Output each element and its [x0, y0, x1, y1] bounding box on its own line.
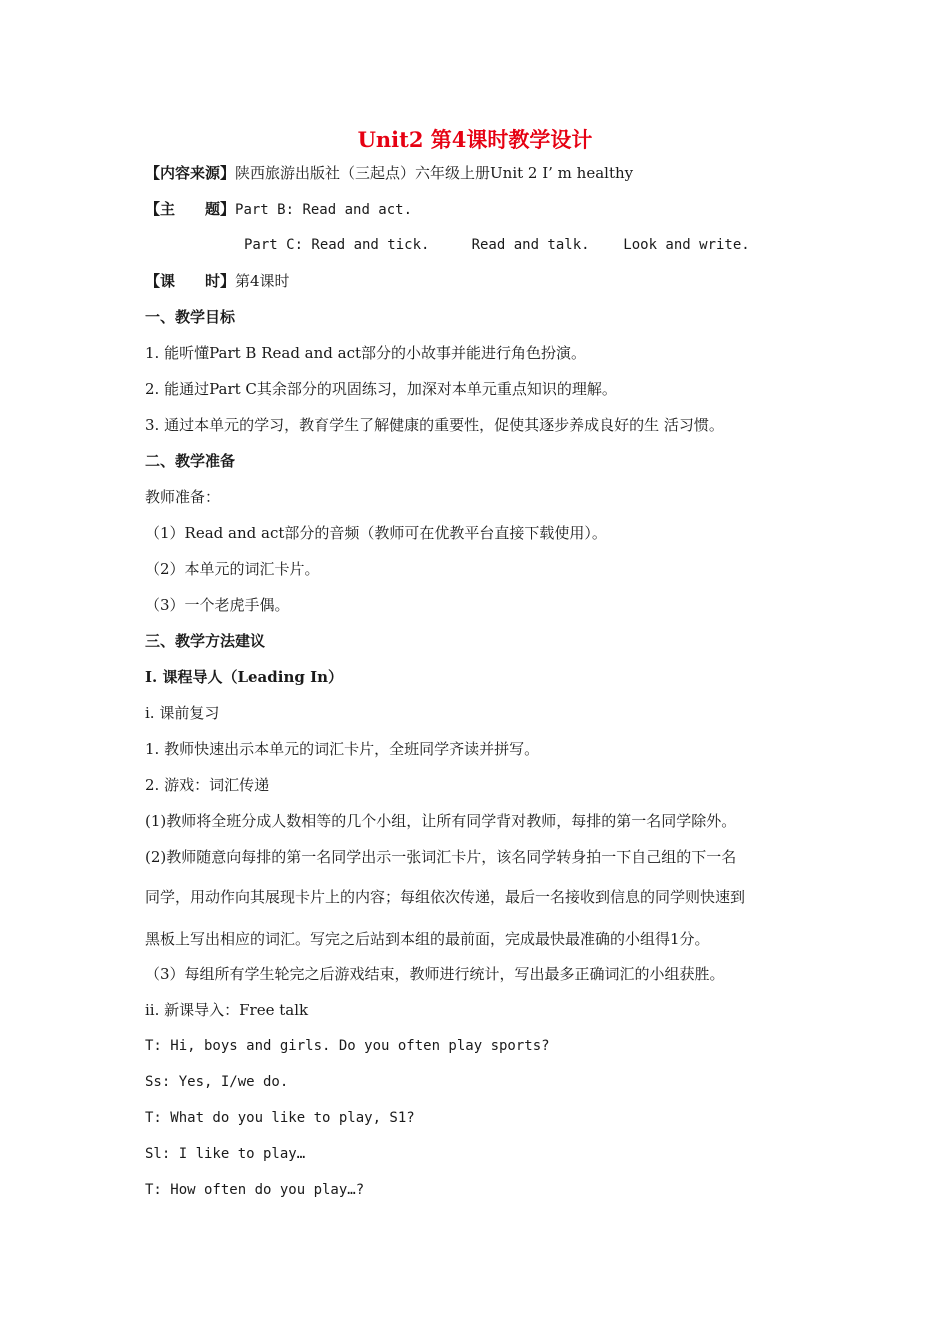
- prep-item: （3）一个老虎手偶。: [145, 596, 290, 614]
- dialogue-line: T: How often do you play…?: [145, 1182, 365, 1198]
- dialogue-line: Sl: I like to play…: [145, 1146, 306, 1162]
- section-heading-goals: 一、教学目标: [145, 308, 236, 326]
- topic-line: [145, 199, 412, 220]
- game-line: 同学，用动作向其展现卡片上的内容；每组依次传递，最后一名接收到信息的同学则快速到: [145, 888, 746, 906]
- source-line: [145, 163, 633, 183]
- goal-item: 3. 通过本单元的学习，教育学生了解健康的重要性，促使其逐步养成良好的生 活习惯。: [145, 416, 724, 434]
- game-line: (2)教师随意向每排的第一名同学出示一张词汇卡片，该名同学转身拍一下自己组的下一名: [145, 848, 737, 866]
- game-line: （3）每组所有学生轮完之后游戏结束，教师进行统计，写出最多正确词汇的小组获胜。: [145, 965, 725, 983]
- period-value: 第4课时: [235, 272, 290, 290]
- prep-item: （1）Read and act部分的音频（教师可在优教平台直接下载使用）。: [145, 524, 607, 542]
- period-line: [145, 271, 290, 291]
- document-title: Unit2 第4课时教学设计: [357, 127, 593, 152]
- topic-value-2: Part C: Read and tick. Read and talk. Look and write.: [244, 237, 750, 253]
- leading-in-heading: I. 课程导人（Leading In）: [145, 668, 343, 686]
- topic-value-1: Part B: Read and act.: [235, 202, 413, 218]
- step-item: 1. 教师快速出示本单元的词汇卡片，全班同学齐读并拼写。: [145, 740, 540, 758]
- topic-label: 【主 题】: [145, 200, 236, 218]
- prep-intro: 教师准备：: [145, 488, 221, 506]
- free-talk-heading: ii. 新课导入：Free talk: [145, 1001, 309, 1019]
- source-label: 【内容来源】: [145, 164, 236, 182]
- step-item: 2. 游戏：词汇传递: [145, 776, 270, 794]
- game-line: (1)教师将全班分成人数相等的几个小组，让所有同学背对教师，每排的第一名同学除外。: [145, 812, 737, 830]
- section-heading-prep: 二、教学准备: [145, 452, 236, 470]
- goal-item: 2. 能通过Part C其余部分的巩固练习，加深对本单元重点知识的理解。: [145, 380, 617, 398]
- period-label: 【课 时】: [145, 272, 236, 290]
- dialogue-line: T: Hi, boys and girls. Do you often play sports?: [145, 1038, 550, 1054]
- prep-item: （2）本单元的词汇卡片。: [145, 560, 320, 578]
- goal-item: 1. 能听懂Part B Read and act部分的小故事并能进行角色扮演。: [145, 344, 587, 362]
- source-value: 陕西旅游出版社（三起点）六年级上册Unit 2 I’ m healthy: [235, 164, 634, 182]
- dialogue-line: Ss: Yes, I/we do.: [145, 1074, 289, 1090]
- section-heading-methods: 三、教学方法建议: [145, 632, 266, 650]
- game-line: 黑板上写出相应的词汇。写完之后站到本组的最前面，完成最快最准确的小组得1分。: [145, 930, 710, 948]
- dialogue-line: T: What do you like to play, S1?: [145, 1110, 415, 1126]
- review-heading: i. 课前复习: [145, 704, 220, 722]
